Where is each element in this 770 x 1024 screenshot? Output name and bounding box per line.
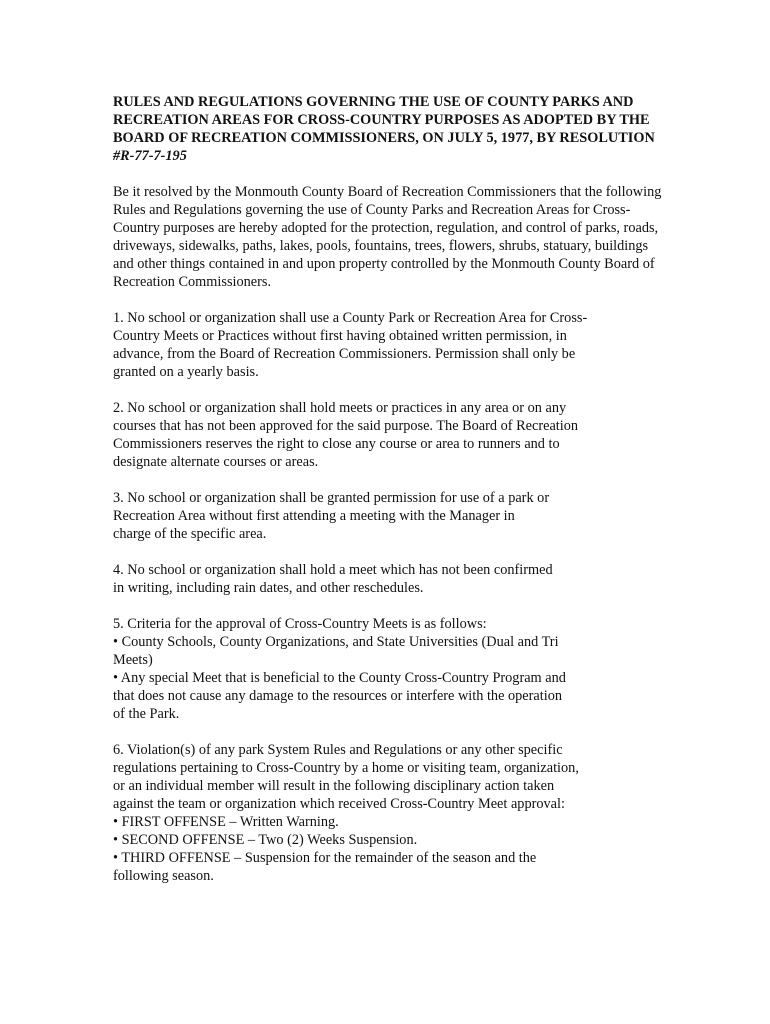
bullet-line: • THIRD OFFENSE – Suspension for the remainder of the season and the: [113, 850, 537, 866]
bullet-line: • County Schools, County Organizations, and State Universities (Dual and Tri: [113, 634, 559, 650]
paragraph-line: charge of the specific area.: [113, 526, 267, 542]
rule-2: [113, 399, 703, 471]
paragraph-line: Rules and Regulations governing the use of County Parks and Recreation Areas for Cross-: [113, 202, 631, 218]
paragraph-line: Country purposes are hereby adopted for the protection, regulation, and control of parks, roads,: [113, 220, 659, 236]
paragraph-line: 6. Violation(s) of any park System Rules and Regulations or any other specific: [113, 742, 563, 758]
paragraph-line: or an individual member will result in the following disciplinary action taken: [113, 778, 555, 794]
paragraph-line: that does not cause any damage to the resources or interfere with the operation: [113, 688, 562, 704]
paragraph-line: Recreation Commissioners.: [113, 274, 272, 290]
bullet-line: • SECOND OFFENSE – Two (2) Weeks Suspension.: [113, 832, 418, 848]
bullet-line: • FIRST OFFENSE – Written Warning.: [113, 814, 339, 830]
paragraph-line: of the Park.: [113, 706, 180, 722]
paragraph-line: regulations pertaining to Cross-Country by a home or visiting team, organization,: [113, 760, 579, 776]
paragraph-line: Country Meets or Practices without first having obtained written permission, in: [113, 328, 567, 344]
paragraph-line: Meets): [113, 652, 153, 668]
paragraph-line: Commissioners reserves the right to close any course or area to runners and to: [113, 436, 560, 452]
paragraph-line: granted on a yearly basis.: [113, 364, 259, 380]
bullet-line: • Any special Meet that is beneficial to the County Cross-Country Program and: [113, 670, 566, 686]
rule-3: [113, 489, 703, 543]
paragraph-line: designate alternate courses or areas.: [113, 454, 319, 470]
paragraph-line: advance, from the Board of Recreation Commissioners. Permission shall only be: [113, 346, 576, 362]
paragraph-line: 4. No school or organization shall hold a meet which has not been confirmed: [113, 562, 553, 578]
paragraph-line: driveways, sidewalks, paths, lakes, pools, fountains, trees, flowers, shrubs, statuary, buildings: [113, 238, 649, 254]
paragraph-line: 3. No school or organization shall be granted permission for use of a park or: [113, 490, 550, 506]
paragraph-line: 2. No school or organization shall hold meets or practices in any area or on any: [113, 400, 567, 416]
paragraph-line: in writing, including rain dates, and other reschedules.: [113, 580, 424, 596]
rule-1: [113, 309, 703, 381]
resolution-number: #R-77-7-195: [113, 148, 187, 164]
paragraph-line: 1. No school or organization shall use a County Park or Recreation Area for Cross-: [113, 310, 588, 326]
rule-4: [113, 561, 703, 597]
paragraph-line: against the team or organization which received Cross-Country Meet approval:: [113, 796, 565, 812]
rule-5: [113, 615, 703, 723]
paragraph-line: following season.: [113, 868, 214, 884]
paragraph-line: courses that has not been approved for the said purpose. The Board of Recreation: [113, 418, 579, 434]
title-line: RULES AND REGULATIONS GOVERNING THE USE OF COUNTY PARKS AND: [113, 94, 634, 110]
paragraph-line: Recreation Area without first attending a meeting with the Manager in: [113, 508, 515, 524]
document-body: [113, 93, 703, 903]
title-line: RECREATION AREAS FOR CROSS-COUNTRY PURPOSES AS ADOPTED BY THE: [113, 112, 650, 128]
title-line: BOARD OF RECREATION COMMISSIONERS, ON JULY 5, 1977, BY RESOLUTION: [113, 130, 655, 146]
paragraph-line: Be it resolved by the Monmouth County Board of Recreation Commissioners that the following: [113, 184, 662, 200]
rule-6: [113, 741, 703, 885]
intro-paragraph: [113, 183, 703, 291]
document-title: [113, 93, 703, 165]
paragraph-line: and other things contained in and upon property controlled by the Monmouth County Board of: [113, 256, 655, 272]
paragraph-line: 5. Criteria for the approval of Cross-Country Meets is as follows:: [113, 616, 487, 632]
